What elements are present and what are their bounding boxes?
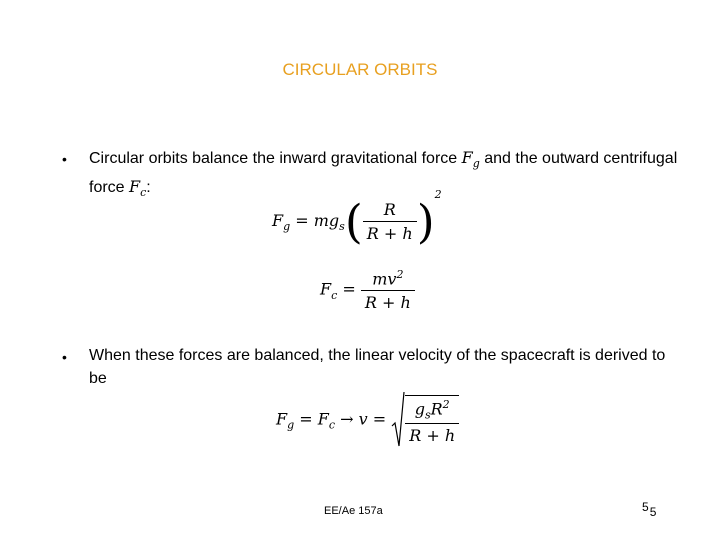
equation-centrifugal-force: $F_c$ = $\frac{mv^2}{R + h}$	[320, 268, 415, 312]
footer-course: EE/Ae 157a	[324, 505, 383, 517]
symbol-fc: $F_c$	[129, 177, 147, 200]
bullet-1-part-b: and the outward centrifugal force	[89, 150, 678, 197]
bullet-marker-2: •	[62, 349, 67, 365]
square-root: $\frac{g_sR^2}{R + h}$	[391, 390, 459, 450]
bullet-1-part-c: :	[146, 179, 151, 197]
slide-title: CIRCULAR ORBITS	[282, 60, 438, 79]
equation-gravity-force: $F_g = mg_s$( $\frac{R}{R + h}$ )$^2$	[272, 188, 442, 249]
bullet-2-text: When these forces are balanced, the linear velocity of the spacecraft is derived to be	[89, 347, 666, 387]
footer-page-number: 55	[642, 500, 657, 519]
symbol-fg: $F_g$	[461, 148, 480, 171]
equation-velocity: $F_g = F_c \to v$ = $\frac{g_sR^2}{R + h}$	[276, 390, 459, 450]
bullet-marker-1: •	[62, 151, 67, 167]
radical-sign-icon	[391, 390, 405, 450]
bullet-1-part-a: Circular orbits balance the inward gravitational force	[89, 150, 462, 167]
